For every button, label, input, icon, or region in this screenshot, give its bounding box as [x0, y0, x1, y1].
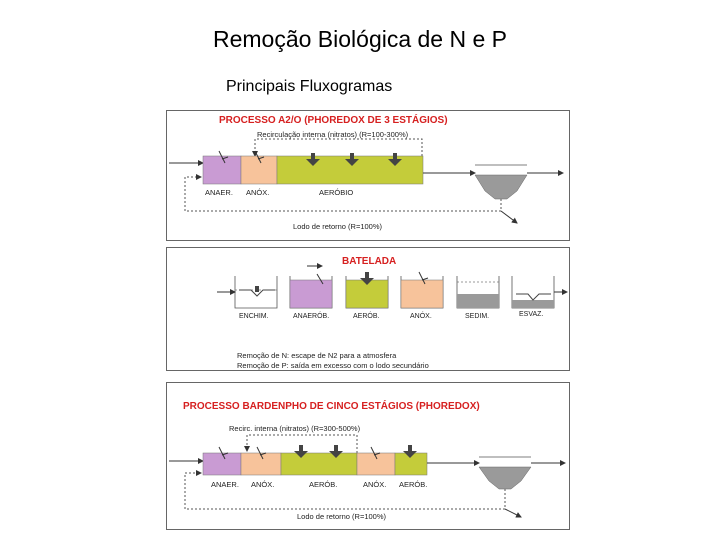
bardenpho-title: PROCESSO BARDENPHO DE CINCO ESTÁGIOS (PHOREDOX) [183, 401, 480, 412]
bardenpho-recirc-label: Recirc. interna (nitratos) (R=300-500%) [229, 424, 361, 433]
a2o-title: PROCESSO A2/O (PHOREDOX DE 3 ESTÁGIOS) [219, 115, 448, 126]
batch-step-drain [512, 276, 567, 308]
a2o-recirc-label: Recirculação interna (nitratos) (R=100-300%) [257, 130, 409, 139]
batch-step-label: ANAERÓB. [293, 313, 330, 320]
bardenpho-return-label: Lodo de retorno (R=100%) [297, 512, 387, 521]
batch-step-label: ANÓX. [410, 313, 432, 320]
bardenpho-zone-label: AERÓB. [309, 480, 338, 489]
bardenpho-zone-label: AERÓB. [399, 480, 428, 489]
a2o-zone-anaer: ANAER. [205, 188, 233, 197]
batch-step-anaerobic [290, 266, 332, 308]
batch-step-anoxic [401, 272, 443, 308]
slide-title: Remoção Biológica de N e P [212, 26, 508, 52]
bardenpho-zone-label: ANÓX. [363, 480, 387, 489]
batch-step-label: ESVAZ. [519, 311, 544, 318]
batch-title: BATELADA [342, 256, 397, 267]
batch-step-label: AERÓB. [353, 313, 380, 320]
batch-step-label: ENCHIM. [239, 313, 269, 320]
bardenpho-zone-label: ANAER. [211, 480, 239, 489]
a2o-anaerobic-zone [203, 156, 241, 184]
batch-note-p: Remoção de P: saída em excesso com o lodo secundário [237, 361, 429, 370]
bardenpho-zone-aerobic [281, 453, 357, 475]
bardenpho-panel [166, 382, 570, 530]
batch-note-n: Remoção de N: escape de N2 para a atmosfera [237, 351, 397, 360]
batch-step-settle [457, 276, 499, 308]
batch-panel [166, 247, 570, 371]
bardenpho-zone-label: ANÓX. [251, 480, 275, 489]
bardenpho-zone-anaerobic [203, 453, 241, 475]
a2o-zone-aerobic: AERÓBIO [319, 188, 354, 197]
batch-step-label: SEDIM. [465, 313, 490, 320]
a2o-anoxic-zone [241, 156, 277, 184]
bardenpho-zone-anoxic [241, 453, 281, 475]
clarifier-icon [479, 457, 531, 489]
batch-step-aerobic [346, 272, 388, 308]
batch-step-fill [217, 276, 277, 308]
a2o-return-label: Lodo de retorno (R=100%) [293, 222, 383, 231]
a2o-zone-anox: ANÓX. [246, 188, 270, 197]
slide-subtitle: Principais Fluxogramas [226, 78, 393, 95]
a2o-panel [166, 110, 570, 241]
clarifier-icon [475, 165, 527, 199]
